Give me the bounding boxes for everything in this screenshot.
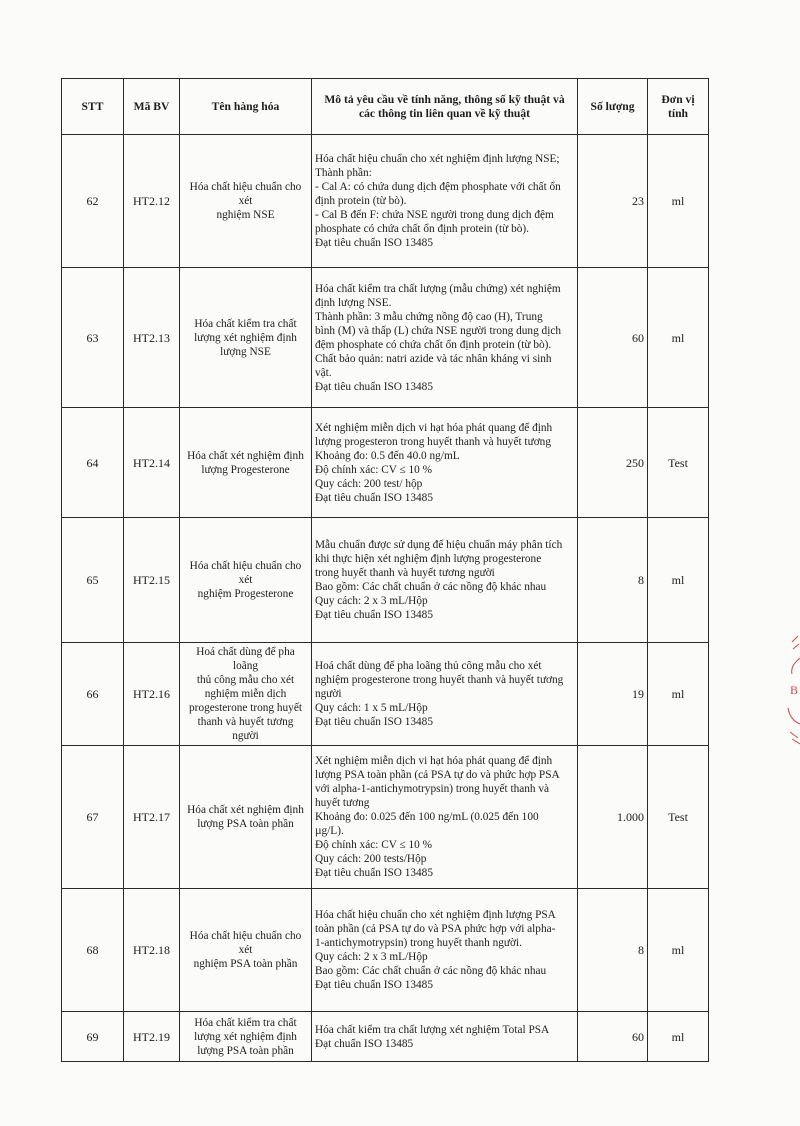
cell-description: [312, 643, 578, 746]
cell-description-line: Đạt chuẩn ISO 13485: [315, 1037, 414, 1050]
cell-description-line: huyết tương: [315, 797, 370, 809]
cell-name-line: nghiệm PSA toàn phần: [193, 958, 298, 970]
cell-quantity: 23: [578, 135, 648, 268]
cell-description-line: Xét nghiệm miễn dịch vi hạt hóa phát quang để định: [315, 755, 553, 767]
cell-name-line: progesterone trong huyết: [189, 702, 302, 714]
cell-name-line: lượng PSA toàn phần: [197, 1044, 294, 1057]
cell-stt: 67: [62, 746, 124, 889]
cell-name-line: lượng NSE: [220, 345, 271, 358]
cell-quantity: 60: [578, 268, 648, 408]
cell-description: [312, 518, 578, 643]
cell-description-line: µg/L).: [315, 825, 344, 837]
cell-code: HT2.19: [124, 1012, 180, 1062]
cell-description-line: Quy cách: 1 x 5 mL/Hộp: [315, 702, 428, 714]
cell-description-line: Hóa chất hiệu chuẩn cho xét nghiệm định lượng NSE;: [315, 153, 560, 165]
cell-description-line: Hóa chất kiểm tra chất lượng (mẫu chứng) xét nghiệm: [315, 282, 561, 295]
header-description-line: Mô tả yêu cầu về tính năng, thông số kỹ thuật và: [324, 92, 565, 106]
cell-name: [180, 135, 312, 268]
header-name: Tên hàng hóa: [180, 79, 312, 135]
cell-description-line: Khoảng đo: 0.5 đến 40.0 ng/mL: [315, 449, 460, 462]
cell-unit: ml: [648, 135, 709, 268]
table-row: [62, 518, 709, 643]
cell-name-line: nghiệm miễn dịch: [204, 688, 287, 700]
cell-name-line: Hóa chất kiểm tra chất: [194, 317, 297, 330]
header-code: Mã BV: [124, 79, 180, 135]
cell-name: [180, 889, 312, 1012]
cell-name-line: lượng Progesterone: [201, 463, 290, 476]
table-row: [62, 889, 709, 1012]
cell-description-line: đệm phosphate có chứa chất ổn định protein (từ bò).: [315, 338, 552, 351]
table-row: [62, 408, 709, 518]
cell-quantity: 19: [578, 643, 648, 746]
cell-stt: 63: [62, 268, 124, 408]
cell-description-line: Quy cách: 200 tests/Hộp: [315, 853, 427, 865]
cell-name-line: Hoá chất dùng để pha loãng: [196, 646, 295, 672]
cell-description-line: Đạt tiêu chuẩn ISO 13485: [315, 716, 433, 728]
cell-description-line: vật.: [315, 366, 332, 379]
cell-description-line: định protein (từ bò).: [315, 195, 407, 207]
cell-description-line: Hóa chất kiểm tra chất lượng xét nghiệm Total PSA: [315, 1023, 550, 1036]
table-row: [62, 135, 709, 268]
cell-name-line: thủ công mẫu cho xét: [196, 674, 295, 686]
cell-description-line: Độ chính xác: CV ≤ 10 %: [315, 463, 433, 476]
cell-name: [180, 643, 312, 746]
cell-name-line: nghiệm NSE: [216, 209, 275, 221]
cell-stt: 66: [62, 643, 124, 746]
cell-description-line: Bao gồm: Các chất chuẩn ở các nồng độ khác nhau: [315, 581, 547, 593]
cell-description-line: với alpha-1-antichymotrypsin) trong huyết thanh và: [315, 783, 550, 795]
cell-description-line: nghiệm progesterone trong huyết thanh và huyết tương: [315, 674, 564, 686]
cell-code: HT2.15: [124, 518, 180, 643]
cell-description: [312, 889, 578, 1012]
cell-unit: Test: [648, 408, 709, 518]
cell-description-line: toàn phần (cả PSA tự do và PSA phức hợp với alpha-: [315, 923, 556, 935]
cell-description-line: Đạt tiêu chuẩn ISO 13485: [315, 609, 433, 621]
cell-name-line: lượng PSA toàn phần: [197, 818, 294, 830]
cell-stt: 62: [62, 135, 124, 268]
cell-code: HT2.12: [124, 135, 180, 268]
cell-name-line: Hóa chất hiệu chuẩn cho xét: [189, 560, 302, 586]
cell-description: [312, 746, 578, 889]
cell-description-line: Quy cách: 2 x 3 mL/Hộp: [315, 951, 428, 963]
cell-unit: Test: [648, 746, 709, 889]
cell-description-line: định lượng NSE.: [315, 296, 392, 309]
cell-description-line: lượng progesteron trong huyết thanh và huyết tương: [315, 435, 551, 448]
cell-description-line: lượng PSA toàn phần (cả PSA tự do và phức hợp PSA: [315, 769, 560, 781]
cell-name: [180, 1012, 312, 1062]
cell-name-line: lượng xét nghiệm định: [194, 331, 297, 344]
cell-description: [312, 135, 578, 268]
cell-code: HT2.18: [124, 889, 180, 1012]
cell-description-line: Đạt tiêu chuẩn ISO 13485: [315, 237, 433, 249]
cell-unit: ml: [648, 889, 709, 1012]
header-unit-line: Đơn vị: [661, 92, 695, 106]
cell-description-line: Độ chính xác: CV ≤ 10 %: [315, 839, 433, 851]
cell-stt: 69: [62, 1012, 124, 1062]
header-unit-line: tính: [668, 106, 688, 120]
cell-description-line: Quy cách: 2 x 3 mL/Hộp: [315, 595, 428, 607]
cell-description-line: Bao gồm: Các chất chuẩn ở các nồng độ khác nhau: [315, 965, 547, 977]
cell-description-line: Thành phần:: [315, 167, 372, 179]
cell-description-line: - Cal A: có chứa dung dịch đệm phosphate với chất ổn: [315, 181, 561, 193]
table-body: [62, 135, 709, 1062]
cell-stt: 64: [62, 408, 124, 518]
header-description-line: các thông tin liên quan về kỹ thuật: [358, 106, 531, 120]
cell-quantity: 8: [578, 889, 648, 1012]
cell-quantity: 1.000: [578, 746, 648, 889]
spec-table: [61, 78, 709, 1062]
cell-description: [312, 1012, 578, 1062]
cell-description-line: Đạt tiêu chuẩn ISO 13485: [315, 491, 433, 504]
cell-description: [312, 408, 578, 518]
cell-stt: 68: [62, 889, 124, 1012]
cell-description-line: Đạt tiêu chuẩn ISO 13485: [315, 380, 433, 393]
red-stamp-edge: [778, 628, 800, 748]
stamp-mark: [778, 628, 800, 748]
header-stt: STT: [62, 79, 124, 135]
cell-description-line: Khoảng đo: 0.025 đến 100 ng/mL (0.025 đến 100: [315, 811, 539, 823]
cell-description-line: Xét nghiệm miễn dịch vi hạt hóa phát quang để định: [315, 421, 553, 434]
cell-name-line: Hóa chất xét nghiệm định: [187, 449, 304, 462]
cell-description-line: Hoá chất dùng để pha loãng thủ công mẫu cho xét: [315, 660, 542, 672]
header-description: [312, 79, 578, 135]
cell-code: HT2.14: [124, 408, 180, 518]
cell-name-line: Hóa chất hiệu chuẩn cho xét: [189, 181, 302, 207]
cell-description: [312, 268, 578, 408]
cell-description-line: Đạt tiêu chuẩn ISO 13485: [315, 979, 433, 991]
cell-description-line: 1-antichymotrypsin) trong huyết thanh người.: [315, 937, 522, 949]
cell-code: HT2.13: [124, 268, 180, 408]
cell-name-line: thanh và huyết tương người: [197, 716, 294, 742]
cell-name-line: lượng xét nghiệm định: [194, 1030, 297, 1043]
cell-description-line: phosphate có chứa chất ổn định protein (từ bò).: [315, 223, 529, 235]
cell-unit: ml: [648, 268, 709, 408]
table-row: [62, 268, 709, 408]
cell-description-line: trong huyết thanh và huyết tương người: [315, 567, 495, 579]
table-row: [62, 643, 709, 746]
table-row: [62, 1012, 709, 1062]
header-unit: [648, 79, 709, 135]
cell-description-line: - Cal B đến F: chứa NSE người trong dung dịch đệm: [315, 209, 554, 221]
cell-name-line: Hóa chất xét nghiệm định: [187, 804, 304, 816]
svg-text:B: B: [790, 683, 799, 697]
cell-description-line: Mẫu chuẩn được sử dụng để hiệu chuẩn máy phân tích: [315, 539, 563, 551]
cell-description-line: Đạt tiêu chuẩn ISO 13485: [315, 867, 433, 879]
cell-name: [180, 746, 312, 889]
cell-name-line: nghiệm Progesterone: [197, 588, 294, 600]
table-header-row: [62, 79, 709, 135]
cell-name-line: Hóa chất hiệu chuẩn cho xét: [189, 930, 302, 956]
cell-description-line: Chất bảo quản: natri azide và tác nhân kháng vi sinh: [315, 352, 552, 365]
cell-description-line: người: [315, 688, 342, 700]
cell-name: [180, 268, 312, 408]
cell-unit: ml: [648, 518, 709, 643]
cell-quantity: 8: [578, 518, 648, 643]
cell-stt: 65: [62, 518, 124, 643]
cell-description-line: khi thực hiện xét nghiệm định lượng progesterone: [315, 553, 542, 565]
cell-description-line: Thành phần: 3 mẫu chứng nồng độ cao (H), Trung: [315, 310, 543, 323]
cell-unit: ml: [648, 643, 709, 746]
cell-description-line: Quy cách: 200 test/ hộp: [315, 477, 423, 490]
cell-description-line: bình (M) và thấp (L) chứa NSE người trong dung dịch: [315, 324, 561, 337]
cell-description-line: Hóa chất hiệu chuẩn cho xét nghiệm định lượng PSA: [315, 909, 556, 921]
header-quantity: Số lượng: [578, 79, 648, 135]
cell-quantity: 60: [578, 1012, 648, 1062]
cell-name-line: Hóa chất kiểm tra chất: [194, 1016, 297, 1029]
cell-unit: ml: [648, 1012, 709, 1062]
cell-name: [180, 518, 312, 643]
cell-name: [180, 408, 312, 518]
cell-code: HT2.16: [124, 643, 180, 746]
cell-quantity: 250: [578, 408, 648, 518]
cell-code: HT2.17: [124, 746, 180, 889]
table-row: [62, 746, 709, 889]
